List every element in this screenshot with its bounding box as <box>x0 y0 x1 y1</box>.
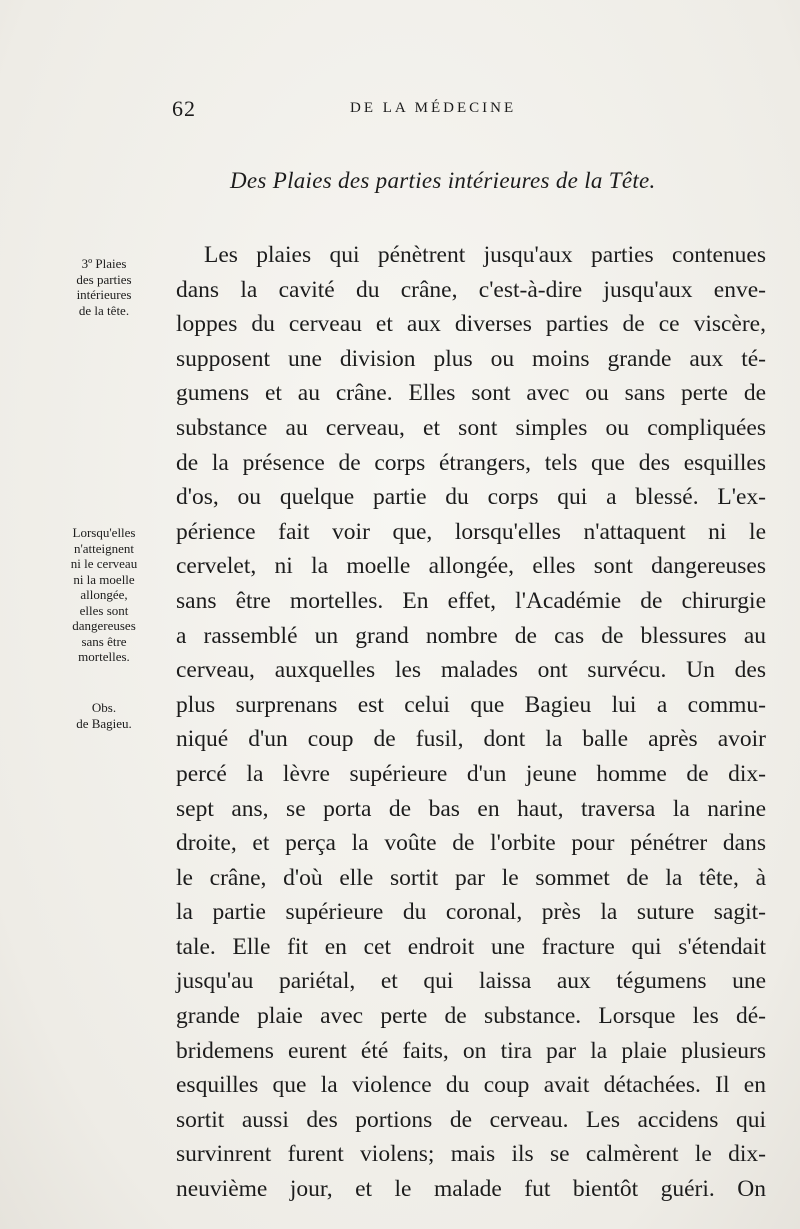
text-line: niqué d'un coup de fusil, dont la balle après avoir <box>176 726 766 753</box>
margin-note-line: ni la moelle <box>73 571 135 587</box>
running-head: DE LA MÉDECINE <box>350 100 517 116</box>
margin-note <box>52 700 156 731</box>
text-line: esquilles que la violence du coup avait détachées. Il en <box>176 1072 766 1099</box>
margin-note-line: des parties <box>76 271 132 287</box>
margin-note-line: de Bagieu. <box>76 715 132 731</box>
text-line: loppes du cerveau et aux diverses parties de ce viscère, <box>176 311 766 338</box>
text-line: sans être mortelles. En effet, l'Académie de chirurgie <box>176 587 766 614</box>
text-line: survinrent furent violens; mais ils se calmèrent le dix- <box>176 1141 766 1168</box>
text-line: a rassemblé un grand nombre de cas de blessures au <box>176 622 766 649</box>
section-title: Des Plaies des parties intérieures de la Tête. <box>230 168 656 193</box>
margin-note-line: Lorsqu'elles <box>72 525 136 540</box>
text-line: la partie supérieure du coronal, près la suture sagit- <box>176 899 766 926</box>
text-line: gumens et au crâne. Elles sont avec ou sans perte de <box>176 380 766 407</box>
text-line: Les plaies qui pénètrent jusqu'aux parties contenues <box>204 242 766 268</box>
text-line: substance au cerveau, et sont simples ou compliquées <box>176 414 766 441</box>
text-line: périence fait voir que, lorsqu'elles n'attaquent ni le <box>176 518 766 545</box>
text-line: neuvième jour, et le malade fut bientôt guéri. On <box>176 1176 766 1203</box>
margin-note-line: de la tête. <box>78 302 130 318</box>
margin-note-line: 3º Plaies <box>81 256 127 271</box>
margin-note-line: elles sont <box>79 602 129 618</box>
text-line: cervelet, ni la moelle allongée, elles sont dangereuses <box>176 553 766 580</box>
text-line: plus surprenans est celui que Bagieu lui a commu- <box>176 691 766 718</box>
text-line: de la présence de corps étrangers, tels que des esquilles <box>176 449 766 476</box>
margin-note <box>52 525 156 665</box>
text-line: sept ans, se porta de bas en haut, traversa la narine <box>176 795 766 822</box>
text-line: percé la lèvre supérieure d'un jeune homme de dix- <box>176 760 766 787</box>
text-line: dans la cavité du crâne, c'est-à-dire jusqu'aux enve- <box>176 276 766 303</box>
margin-note-line: ni le cerveau <box>70 556 138 571</box>
text-line: tale. Elle fit en cet endroit une fracture qui s'étendait <box>176 933 766 960</box>
text-line: cerveau, auxquelles les malades ont survécu. Un des <box>176 657 766 684</box>
text-line: bridemens eurent été faits, on tira par la plaie plusieurs <box>176 1037 766 1064</box>
margin-note-line: allongée, <box>80 587 128 602</box>
text-line: le crâne, d'où elle sortit par le sommet de la tête, à <box>176 864 766 891</box>
page-number: 62 <box>172 96 196 121</box>
margin-note-line: intérieures <box>76 287 132 302</box>
margin-note <box>52 256 156 318</box>
margin-note-line: n'atteignent <box>73 540 135 556</box>
margin-note-line: Obs. <box>91 700 117 715</box>
text-line: d'os, ou quelque partie du corps qui a blessé. L'ex- <box>176 484 766 511</box>
text-line: droite, et perça la voûte de l'orbite pour pénétrer dans <box>176 830 766 857</box>
margin-note-line: dangereuses <box>72 618 136 633</box>
text-line: jusqu'au pariétal, et qui laissa aux tégumens une <box>176 968 766 995</box>
page-header <box>170 96 770 126</box>
margin-note-line: sans être <box>81 633 127 649</box>
text-line: supposent une division plus ou moins grande aux té- <box>176 345 766 372</box>
margin-note-line: mortelles. <box>78 649 130 664</box>
body-text <box>176 238 766 1207</box>
text-line: sortit aussi des portions de cerveau. Les accidens qui <box>176 1106 766 1133</box>
text-line: grande plaie avec perte de substance. Lorsque les dé- <box>176 1003 766 1030</box>
